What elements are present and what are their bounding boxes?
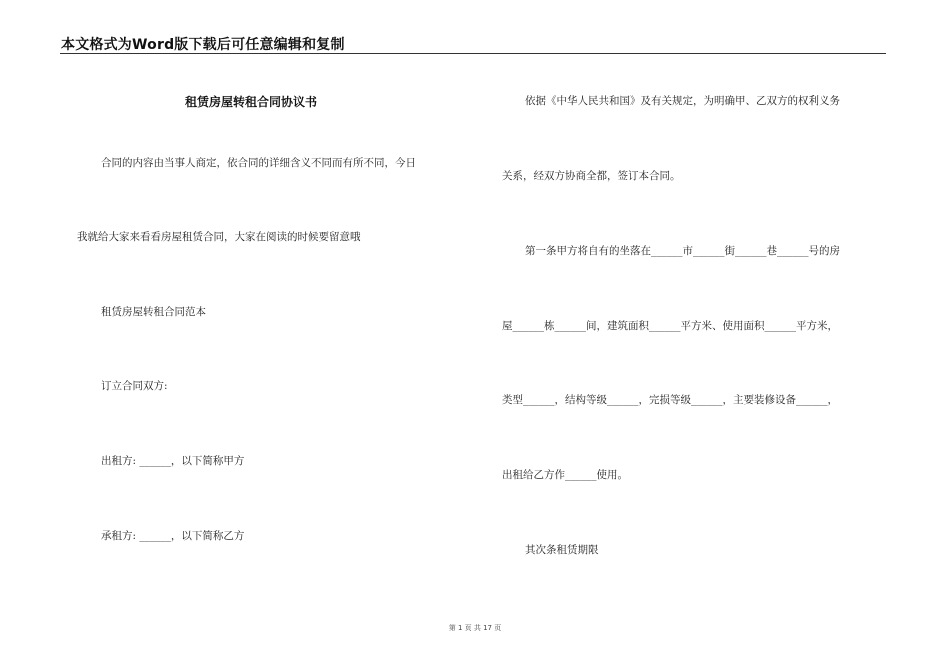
right-paragraph-line: 出租给乙方作______使用。 (502, 469, 628, 481)
right-paragraph-line: 依据《中华人民共和国》及有关规定，为明确甲、乙双方的权利义务 (525, 95, 840, 107)
document-title: 租赁房屋转租合同协议书 (185, 95, 318, 109)
left-paragraph-line: 我就给大家来看看房屋租赁合同，大家在阅读的时候要留意哦 (77, 231, 361, 243)
right-paragraph-line: 类型______，结构等级______，完损等级______，主要装修设备______， (502, 394, 838, 406)
header-divider (60, 53, 886, 54)
left-paragraph-line: 出租方: ______，以下简称甲方 (101, 455, 245, 467)
right-paragraph-line: 第一条甲方将自有的坐落在______市______街______巷______号的房 (525, 245, 840, 257)
right-paragraph-line: 关系，经双方协商全都，签订本合同。 (502, 170, 681, 182)
page-number-footer: 第 1 页 共 17 页 (448, 624, 502, 632)
left-paragraph-line: 租赁房屋转租合同范本 (101, 306, 206, 318)
left-paragraph-line: 承租方: ______，以下简称乙方 (101, 530, 245, 542)
left-paragraph-line: 订立合同双方: (101, 380, 168, 392)
document-header: 本文格式为Word版下载后可任意编辑和复制 (61, 37, 345, 53)
left-paragraph-line: 合同的内容由当事人商定，依合同的详细含义不同而有所不同，今日 (101, 157, 416, 169)
right-paragraph-line: 其次条租赁期限 (525, 544, 599, 556)
right-paragraph-line: 屋______栋______间，建筑面积______平方米、使用面积______平方米， (502, 320, 838, 332)
